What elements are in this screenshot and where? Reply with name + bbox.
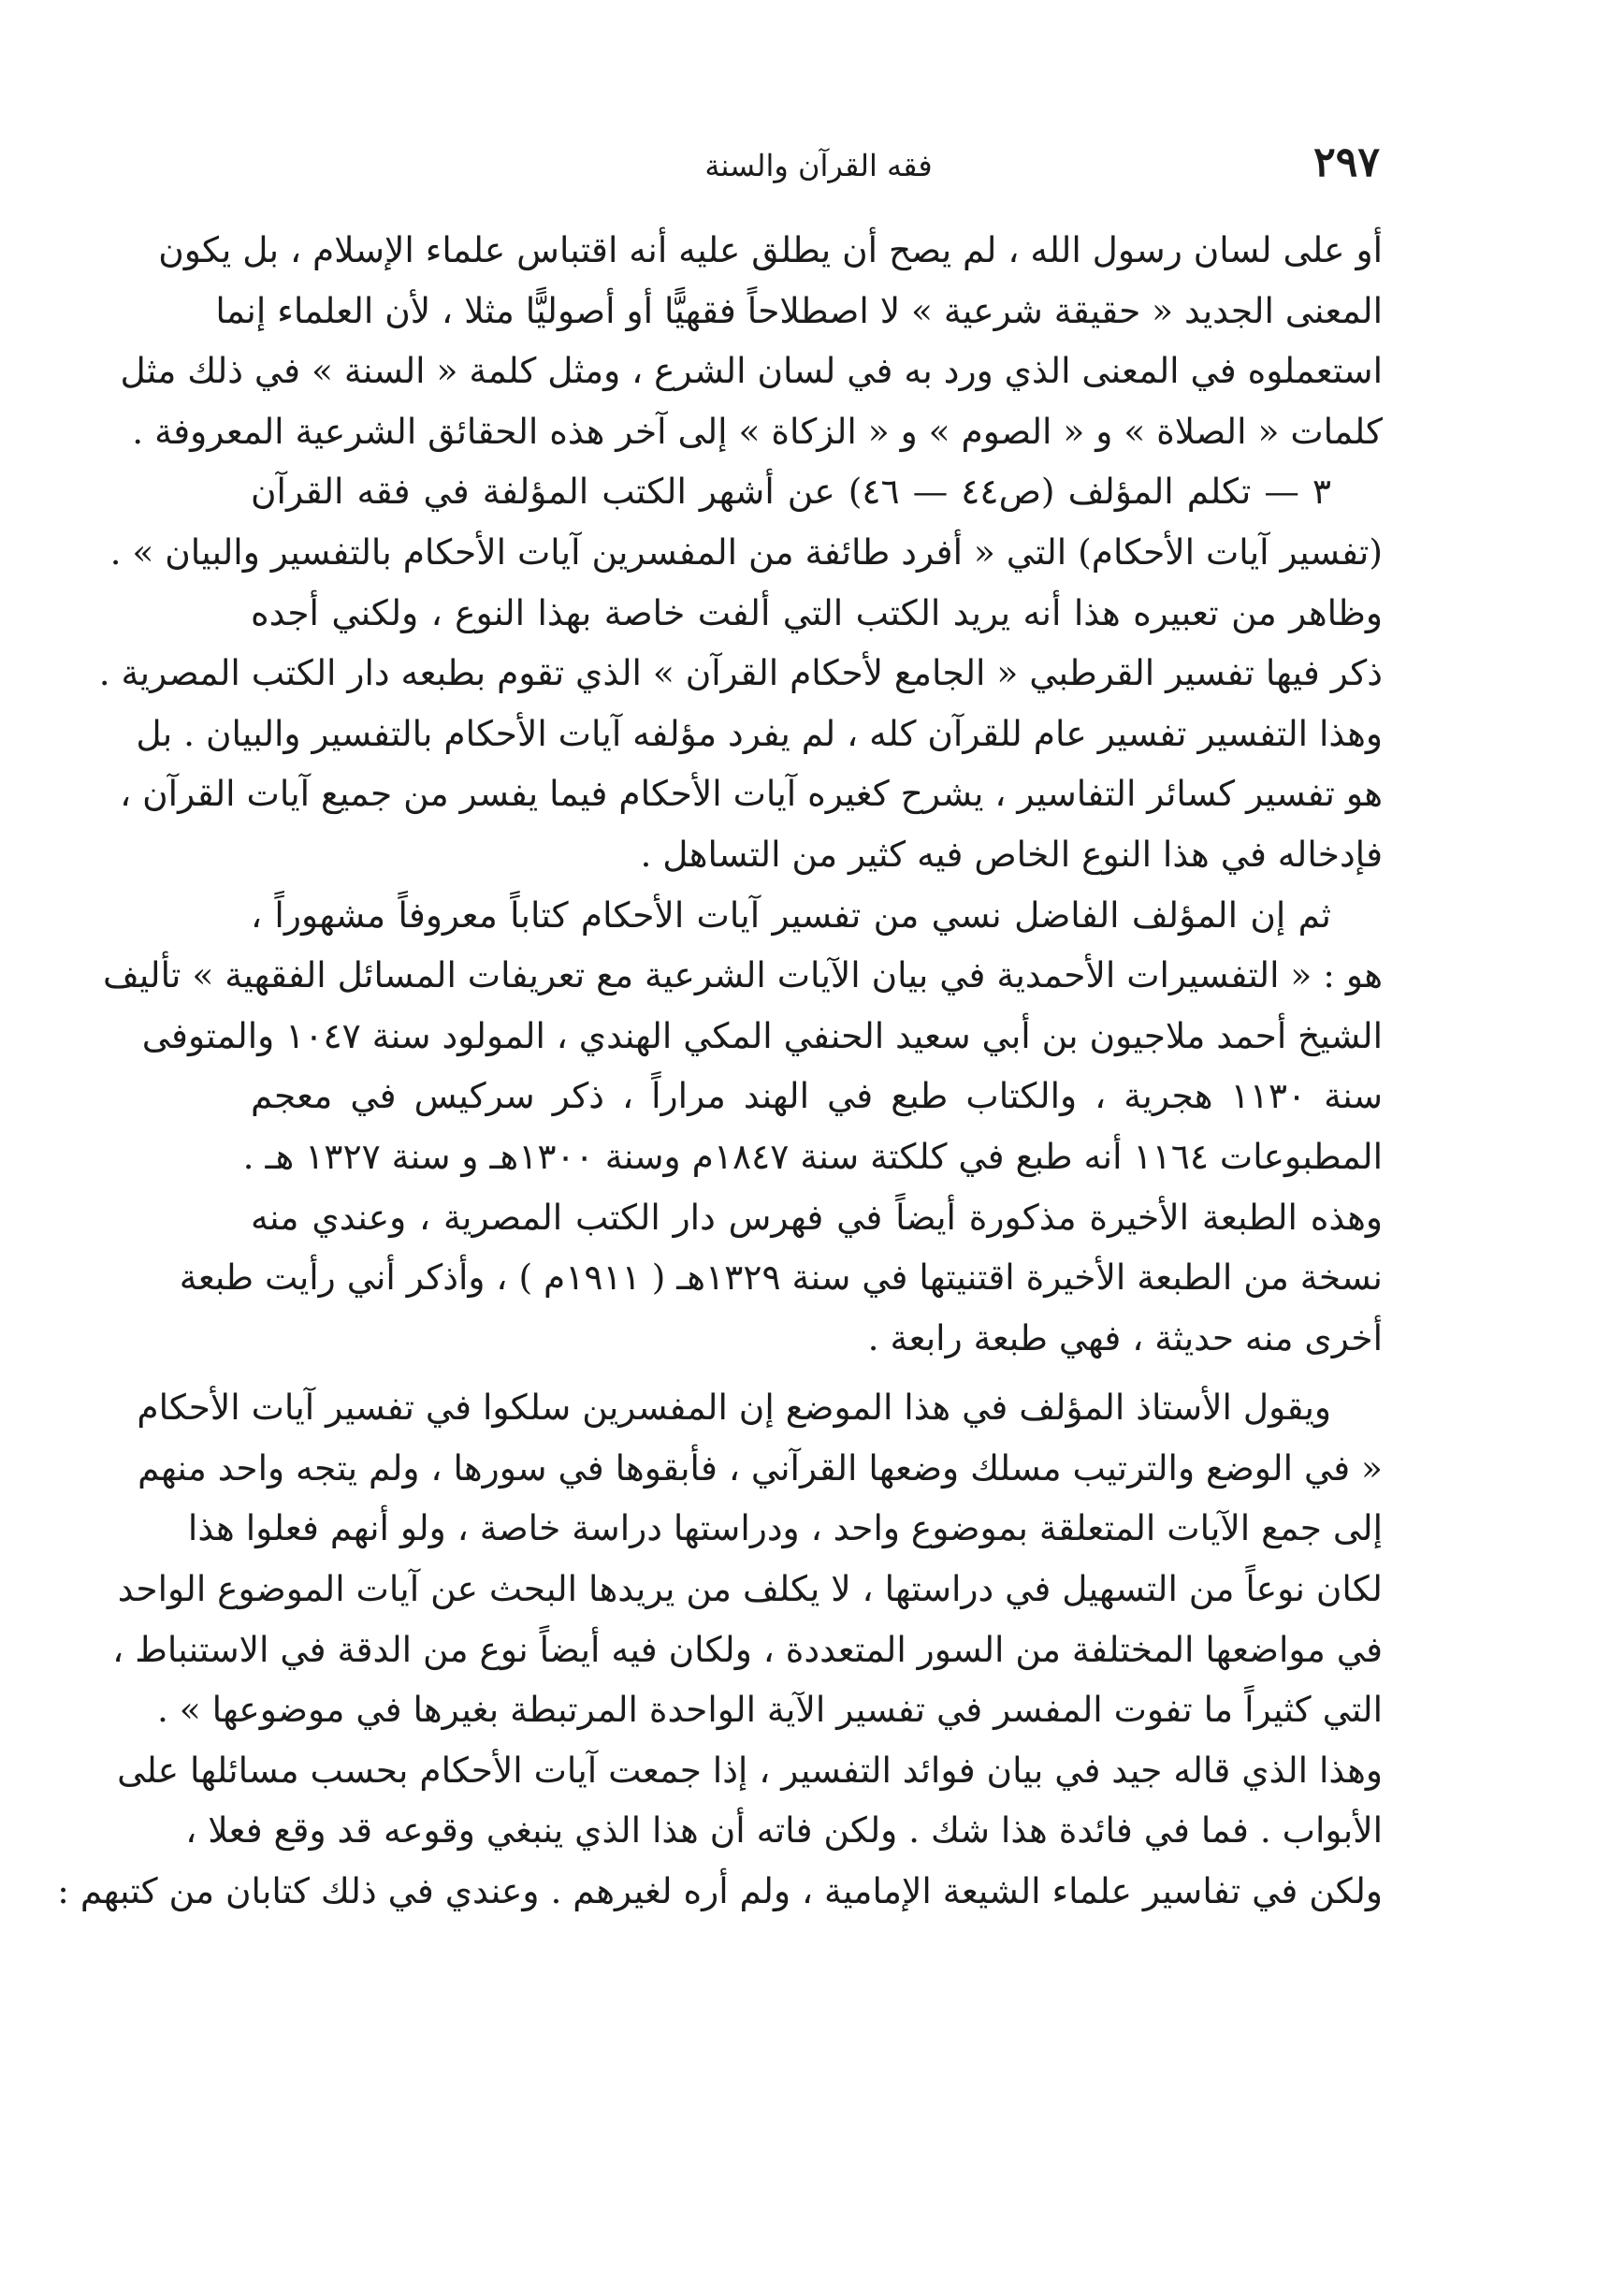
text-line: « في الوضع والترتيب مسلك وضعها القرآني ، فأبقوها في سورها ، ولم يتجه واحد منهم: [138, 1446, 1383, 1489]
text-line: فإدخاله في هذا النوع الخاص فيه كثير من التساهل .: [640, 833, 1383, 875]
text-line: كلمات « الصلاة » و « الصوم » و « الزكاة » إلى آخر هذه الحقائق الشرعية المعروفة .: [132, 410, 1383, 452]
text-line: استعملوه في المعنى الذي ورد به في لسان الشرع ، ومثل كلمة « السنة » في ذلك مثل: [120, 350, 1383, 392]
page-header: [257, 138, 1380, 195]
text-line: إلى جمع الآيات المتعلقة بموضوع واحد ، ودراستها دراسة خاصة ، ولو أنهم فعلوا هذا: [187, 1507, 1383, 1549]
running-title: فقه القرآن والسنة: [704, 148, 933, 183]
text-line: ثم إن المؤلف الفاضل نسي من تفسير آيات الأحكام كتاباً معروفاً مشهوراً ،: [251, 893, 1331, 936]
body-text: [57, 220, 1383, 1922]
text-line: المعنى الجديد « حقيقة شرعية » لا اصطلاحاً فقهيًّا أو أصوليًّا مثلا ، لأن العلماء إنما: [215, 289, 1383, 331]
text-line: (تفسير آيات الأحكام) التي « أفرد طائفة من المفسرين آيات الأحكام بالتفسير والبيان » .: [109, 530, 1383, 573]
text-line: الشيخ أحمد ملاجيون بن أبي سعيد الحنفي المكي الهندي ، المولود سنة ١٠٤٧ والمتوفى: [141, 1014, 1383, 1056]
text-line: أو على لسان رسول الله ، لم يصح أن يطلق عليه أنه اقتباس علماء الإسلام ، بل يكون: [158, 229, 1383, 270]
text-line: ٣ — تكلم المؤلف (ص٤٤ — ٤٦) عن أشهر الكتب المؤلفة في فقه القرآن: [251, 471, 1332, 513]
page-number: ٢٩٧: [1313, 138, 1380, 186]
text-line: وظاهر من تعبيره هذا أنه يريد الكتب التي ألفت خاصة بهذا النوع ، ولكني أجده: [251, 591, 1383, 633]
text-line: هو تفسير كسائر التفاسير ، يشرح كغيره آيات الأحكام فيما يفسر من جميع آيات القرآن ،: [120, 773, 1383, 815]
text-line: في مواضعها المختلفة من السور المتعددة ، ولكان فيه أيضاً نوع من الدقة في الاستنباط ،: [112, 1628, 1383, 1670]
text-line: سنة ١١٣٠ هجرية ، والكتاب طبع في الهند مراراً ، ذكر سركيس في معجم: [251, 1075, 1383, 1117]
text-line: وهذا التفسير تفسير عام للقرآن كله ، لم يفرد مؤلفه آيات الأحكام بالتفسير والبيان . بل: [136, 712, 1383, 754]
text-line: الأبواب . فما في فائدة هذا شك . ولكن فاته أن هذا الذي ينبغي وقوعه قد وقع فعلا ،: [185, 1809, 1383, 1852]
text-line: وهذه الطبعة الأخيرة مذكورة أيضاً في فهرس دار الكتب المصرية ، وعندي منه: [251, 1196, 1383, 1238]
text-line: لكان نوعاً من التسهيل في دراستها ، لا يكلف من يريدها البحث عن آيات الموضوع الواحد: [117, 1568, 1383, 1610]
text-line: ولكن في تفاسير علماء الشيعة الإمامية ، ولم أره لغيرهم . وعندي في ذلك كتابان من كتبهم :: [57, 1870, 1383, 1912]
text-line: وهذا الذي قاله جيد في بيان فوائد التفسير ، إذا جمعت آيات الأحكام بحسب مسائلها على: [117, 1749, 1383, 1791]
text-line: المطبوعات ١١٦٤ أنه طبع في كلكتة سنة ١٨٤٧م وسنة ١٣٠٠هـ و سنة ١٣٢٧ هـ .: [242, 1135, 1383, 1177]
text-line: التي كثيراً ما تفوت المفسر في تفسير الآية الواحدة المرتبطة بغيرها في موضوعها » .: [156, 1689, 1383, 1731]
text-line: ذكر فيها تفسير القرطبي « الجامع لأحكام القرآن » الذي تقوم بطبعه دار الكتب المصرية .: [98, 652, 1383, 694]
text-line: ويقول الأستاذ المؤلف في هذا الموضع إن المفسرين سلكوا في تفسير آيات الأحكام: [137, 1387, 1331, 1429]
paragraph-gap: [251, 1368, 1383, 1377]
text-line: نسخة من الطبعة الأخيرة اقتنيتها في سنة ١٣٢٩هـ ( ١٩١١م ) ، وأذكر أني رأيت طبعة: [179, 1256, 1383, 1299]
text-line: أخرى منه حديثة ، فهي طبعة رابعة .: [867, 1316, 1383, 1358]
text-line: هو : « التفسيرات الأحمدية في بيان الآيات الشرعية مع تعريفات المسائل الفقهية » تأليف: [103, 954, 1383, 996]
